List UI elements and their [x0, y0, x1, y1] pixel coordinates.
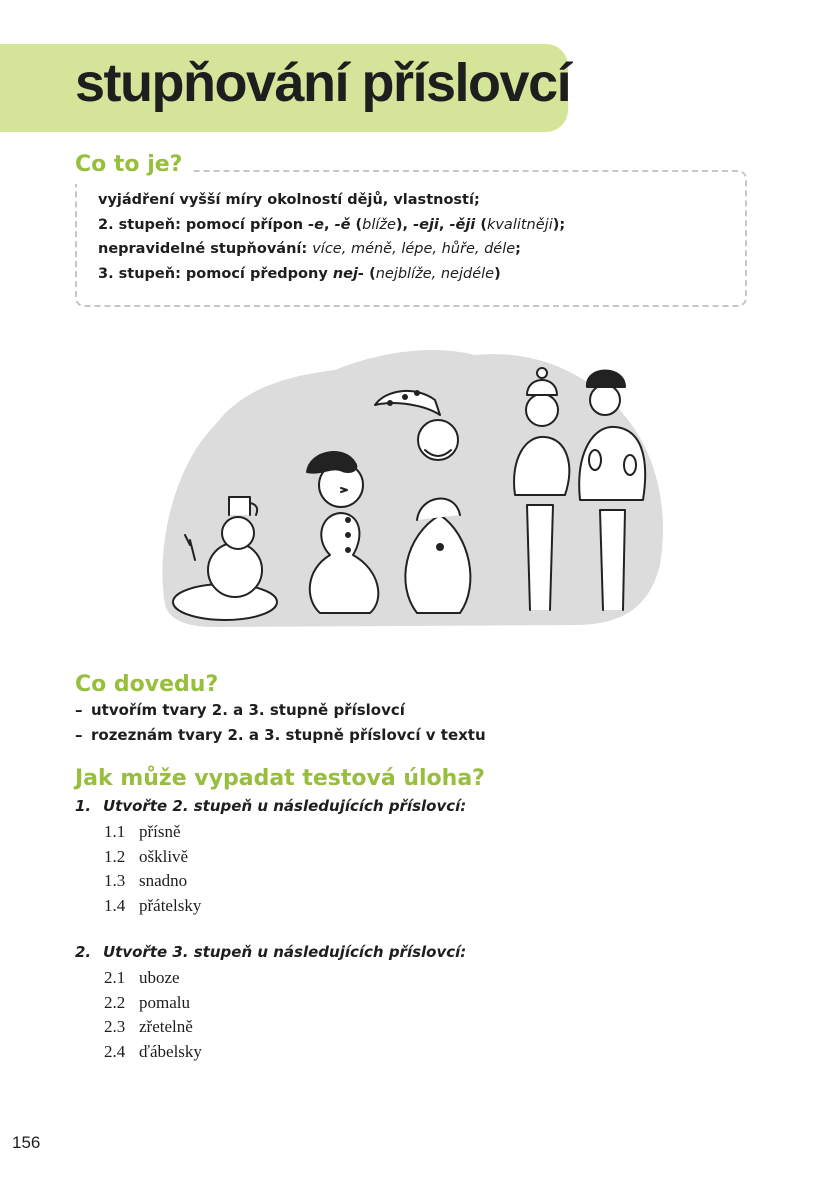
definition-text-segment: (: [475, 216, 487, 233]
list-item: – rozeznám tvary 2. a 3. stupně příslovcí v textu: [75, 723, 486, 748]
skills-list: [75, 698, 486, 748]
definition-line-4: [98, 262, 565, 287]
test-task-heading: Jak může vypadat testová úloha?: [75, 766, 485, 791]
definition-text-segment: nej-: [332, 265, 365, 282]
definition-line-2: [98, 213, 565, 238]
definition-text-segment: ): [494, 265, 501, 282]
definition-text-segment: více, méně, lépe, hůře, déle: [312, 241, 516, 257]
definition-text-segment: );: [552, 216, 566, 233]
definition-text-segment: ;: [515, 241, 521, 257]
definition-text-segment: (: [350, 216, 363, 233]
list-item: 2.4 ďábelsky: [104, 1041, 202, 1061]
definition-text-segment: 2. stupeň: pomocí přípon: [98, 216, 309, 233]
task-1-instruction: 1. Utvořte 2. stupeň u následujících příslovcí:: [75, 797, 467, 815]
definition-text-segment: kvalitněji: [486, 216, 553, 233]
definition-text-segment: -eji: [413, 216, 439, 233]
list-item: 2.3 zřetelně: [104, 1017, 193, 1036]
definition-line-3: [98, 237, 565, 262]
definition-text-segment: 3. stupeň: pomocí předpony: [98, 265, 333, 282]
list-item: 1.1 přísně: [104, 822, 181, 841]
definition-text-segment: nejblíže, nejdéle: [375, 265, 495, 282]
definition-text-segment: -ě: [334, 216, 351, 233]
winter-scene-illustration: [155, 345, 675, 640]
definition-text-segment: nepravidelné stupňování:: [98, 241, 313, 257]
skills-heading: Co dovedu?: [75, 672, 219, 697]
list-item: 1.2 ošklivě: [104, 846, 189, 866]
list-item: 1.4 přátelsky: [104, 895, 202, 915]
definition-text-segment: ,: [438, 216, 450, 233]
task-2-items: [104, 966, 202, 1064]
dash-bullet: –: [75, 701, 83, 719]
definition-lines: [98, 188, 565, 286]
task-number: 2.: [75, 943, 92, 961]
task-2-instruction: 2. Utvořte 3. stupeň u následujících příslovcí:: [75, 943, 467, 961]
definition-text-segment: vyjádření vyšší míry okolností dějů, vlastností;: [98, 192, 480, 208]
list-item: – utvořím tvary 2. a 3. stupně příslovcí: [75, 698, 486, 723]
definition-line-1: [98, 188, 565, 213]
definition-text-segment: -e: [308, 216, 325, 233]
definition-text-segment: ),: [395, 216, 414, 233]
dash-bullet: –: [75, 726, 83, 744]
definition-text-segment: (: [364, 265, 376, 282]
definition-text-segment: ,: [324, 216, 335, 233]
page-title: stupňování příslovcí: [75, 53, 571, 113]
task-number: 1.: [75, 797, 92, 815]
page-number: 156: [12, 1133, 41, 1152]
definition-text-segment: blíže: [362, 216, 396, 233]
definition-heading: Co to je?: [75, 152, 183, 177]
task-1-items: [104, 820, 201, 918]
definition-text-segment: -ěji: [449, 216, 476, 233]
list-item: 2.1 uboze: [104, 968, 180, 987]
list-item: 1.3 snadno: [104, 871, 188, 890]
list-item: 2.2 pomalu: [104, 992, 190, 1012]
